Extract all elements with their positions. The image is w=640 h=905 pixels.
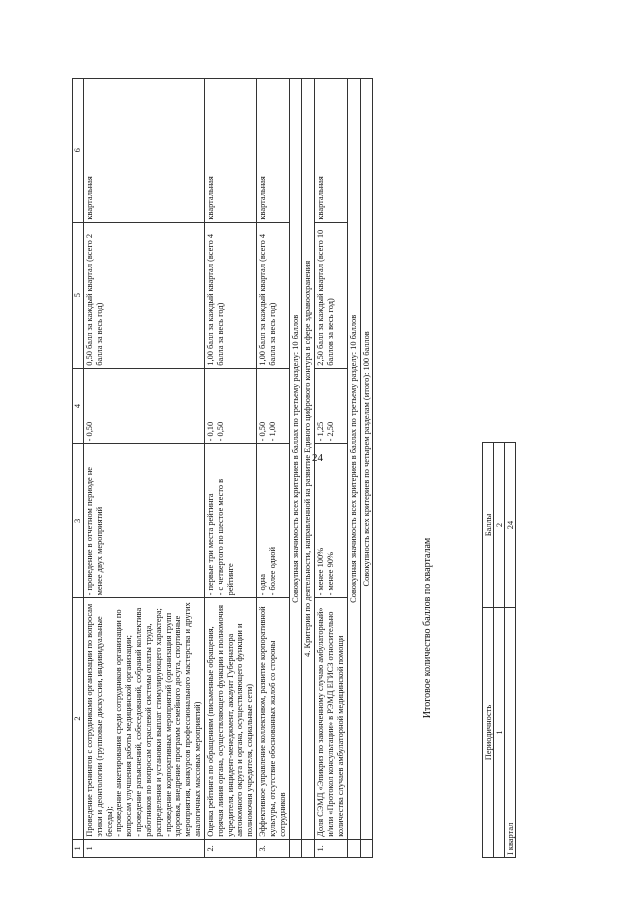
max-score-text: 0,50 балл за каждый квартал (всего 2 балла за весь год): [84, 222, 205, 368]
rotated-page-content: [72, 78, 532, 858]
period-value: I квартал: [505, 608, 516, 858]
table-row: [84, 79, 205, 858]
section4-title: 4. Критерии по деятельности, направленной на развитие Единого цифрового контура в сфере здравоохранения: [302, 79, 315, 840]
row-number: 1.: [315, 839, 347, 857]
score-value: - 1,25 - 2,50: [315, 368, 347, 444]
condition-text: - менее 100% - менее 90%: [315, 444, 347, 598]
section-total-row: [289, 79, 302, 858]
period-table: [482, 442, 516, 858]
header-cell: 2: [73, 598, 84, 839]
points-column-header: Баллы: [483, 443, 494, 608]
max-score-text: 1,00 балл за каждый квартал (всего 4 балла за весь год): [204, 222, 256, 368]
max-score-text: 1,00 балл за каждый квартал (всего 4 балла за весь год): [257, 222, 289, 368]
criterion-text: Эффективное управление коллективом, развитие корпоративной культуры, отсутствие обоснованных жалоб со стороны сотрудников: [257, 598, 289, 839]
header-cell: 6: [73, 79, 84, 223]
table-row: [315, 79, 347, 858]
score-value: - 0,50 - 1,00: [257, 368, 289, 444]
periodicity-text: квартальная: [84, 79, 205, 223]
score-value: - 0,50: [84, 368, 205, 444]
row-number: 3.: [257, 839, 289, 857]
row-number: 2.: [204, 839, 256, 857]
periodicity-text: квартальная: [315, 79, 347, 223]
section4-total: Совокупная значимость всех критериев в баллах по третьему разделу: 10 баллов: [347, 79, 360, 840]
page-number: 24: [312, 452, 323, 464]
row-number: 1: [84, 839, 205, 857]
header-cell: 1: [73, 839, 84, 857]
condition-text: - проведение в отчетном периоде не менее двух мероприятий: [84, 444, 205, 598]
criterion-text: Проведение тренингов с сотрудниками организации по вопросам этики и деонтологии (групповые дискуссии, индивидуальные беседы); - проведение анкетирования среди сотрудников организации по вопросам улучшения работы медицинской организации; - проведение разъяснений, собеседований, собраний коллектива работников по вопросам отраслевой системы оплаты труда, распределения и установки выплат стимулирующего характера; - проведение корпоративных мероприятий (организация групп здоровья, внедрение программ семейного досуга, спортивные мероприятия, конкурсов профессионального мастерства и других аналогичных массовых мероприятий): [84, 598, 205, 839]
table-row: [257, 79, 289, 858]
periodicity-text: квартальная: [204, 79, 256, 223]
header-cell: 5: [73, 222, 84, 368]
section-total-row: [347, 79, 360, 858]
condition-text: - одна - более одной: [257, 444, 289, 598]
points-value: 24: [505, 443, 516, 608]
period-column-header: Периодичность: [483, 608, 494, 858]
periodicity-text: квартальная: [257, 79, 289, 223]
table-row: [204, 79, 256, 858]
grand-total: Совокупность всех критериев по четырем разделам (итого): 100 баллов: [360, 79, 373, 840]
criteria-table: [72, 78, 373, 858]
score-value: - 0,10 - 0,50: [204, 368, 256, 444]
section3-total: Совокупная значимость всех критериев в баллах по третьему разделу: 10 баллов: [289, 79, 302, 840]
column-number: 2: [494, 443, 505, 608]
header-cell: 4: [73, 368, 84, 444]
condition-text: - первые три места рейтинга - с четвертого по шестое место в рейтинге: [204, 444, 256, 598]
quarter-summary-title: Итоговое количество баллов по кварталам: [422, 537, 433, 719]
column-number: 1: [494, 608, 505, 858]
header-row: [73, 79, 84, 858]
criterion-text: Оценка рейтинга по обращениям (письменные обращения, горячая линия органа, осуществляющего функции и полномочия учредителя, инцидент-менеджмент, аккаунт Губернатора автономного округа и органа, осуществляющего функции и полномочия учредителя, социальные сети): [204, 598, 256, 839]
criterion-text: Доля СЭМД «Эпикриз по законченному случаю амбулаторный» и/или «Протокол консультации» в РЭМД ЕГИСЗ относительно количества случаев амбулаторной медицинской помощи: [315, 598, 347, 839]
section-title-row: [302, 79, 315, 858]
grand-total-row: [360, 79, 373, 858]
max-score-text: 2,50 балл за каждый квартал (всего 10 баллов за весь год): [315, 222, 347, 368]
header-cell: 3: [73, 444, 84, 598]
